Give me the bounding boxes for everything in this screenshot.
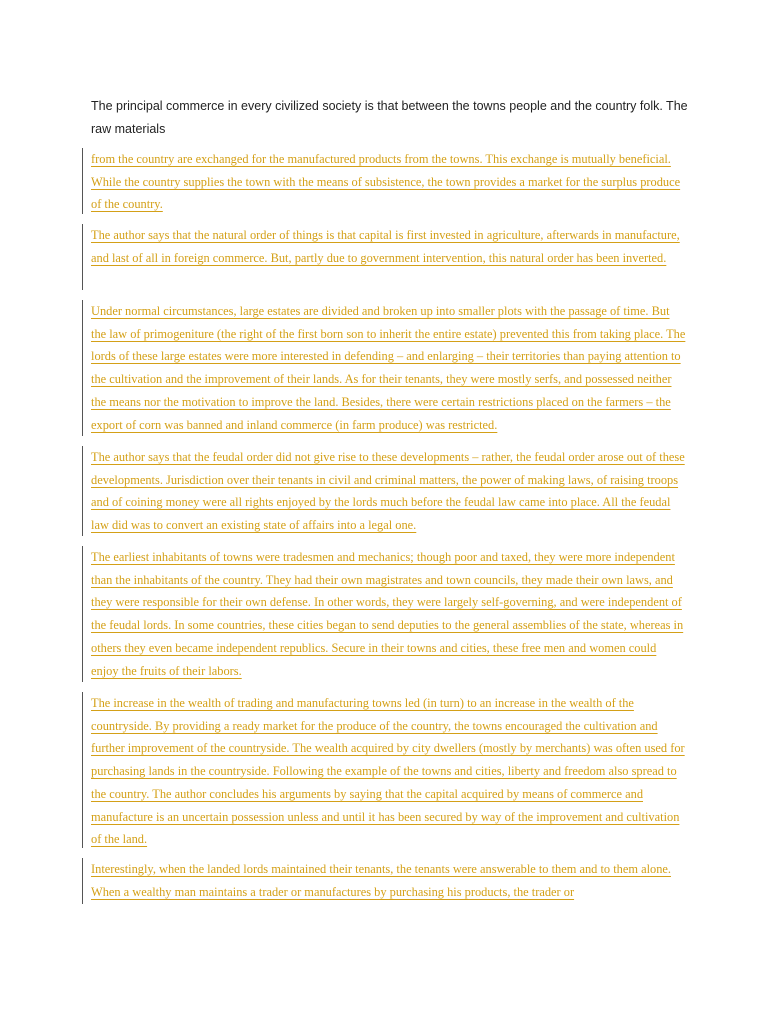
tracked-paragraph-4 (82, 446, 686, 536)
tracked-paragraph-3 (82, 300, 686, 436)
intro-paragraph: The principal commerce in every civilized society is that between the towns people and the country folk. The raw materials (91, 99, 688, 136)
paragraph-text: The author says that the natural order of things is that capital is first invested in agriculture, afterwards in manufacture, and last of all in foreign commerce. But, partly due to government intervention, this natural order has been inverted. (91, 228, 680, 265)
paragraph-text: from the country are exchanged for the manufactured products from the towns. This exchange is mutually beneficial. While the country supplies the town with the means of subsistence, the town provides a market for the surplus produce of the country. (91, 152, 681, 212)
tracked-paragraph-5 (82, 546, 686, 682)
tracked-paragraph-2 (82, 224, 686, 290)
paragraph-text: Under normal circumstances, large estates are divided and broken up into smaller plots with the passage of time. But the law of primogeniture (the right of the first born son to inherit the entire estate) prevented this from taking place. The lords of these large estates were more interested in defending – and enlarging – their territories than paying attention to the cultivation and the improvement of their lands. As for their tenants, they were mostly serfs, and possessed neither the means nor the motivation to improve the land. Besides, there were certain restrictions placed on the farmers – the export of corn was banned and inland commerce (in farm produce) was restricted. (91, 304, 686, 432)
paragraph-text: The increase in the wealth of trading and manufacturing towns led (in turn) to an increase in the wealth of the countryside. By providing a ready market for the produce of the country, the towns encouraged the cultivation and further improvement of the countryside. The wealth acquired by city dwellers (mostly by merchants) was often used for purchasing lands in the countryside. Following the example of the towns and cities, liberty and freedom also spread to the country. The author concludes his arguments by saying that the capital acquired by means of commerce and manufacture is an uncertain possession unless and until it has been secured by way of the improvement and cultivation of the land. (91, 696, 685, 847)
paragraph-text: The author says that the feudal order did not give rise to these developments – rather, the feudal order arose out of these developments. Jurisdiction over their tenants in civil and criminal matters, the power of making laws, of raising troops and of coining money were all rights enjoyed by the lords much before the feudal law came into place. All the feudal law did was to convert an existing state of affairs into a legal one. (91, 450, 685, 533)
tracked-paragraph-6 (82, 692, 686, 848)
tracked-paragraph-7 (82, 858, 686, 904)
tracked-paragraph-1 (82, 148, 686, 214)
paragraph-text: Interestingly, when the landed lords maintained their tenants, the tenants were answerable to them and to them alone. When a wealthy man maintains a trader or manufactures by purchasing his products, the trader or (91, 862, 671, 899)
paragraph-text: The earliest inhabitants of towns were tradesmen and mechanics; though poor and taxed, they were more independent than the inhabitants of the country. They had their own magistrates and town councils, they made their own laws, and they were responsible for their own defense. In other words, they were largely self-governing, and were independent of the feudal lords. In some countries, these cities began to send deputies to the general assemblies of the state, whereas in others they even became independent republics. Secure in their towns and cities, these free men and women could enjoy the fruits of their labors. (91, 550, 684, 678)
